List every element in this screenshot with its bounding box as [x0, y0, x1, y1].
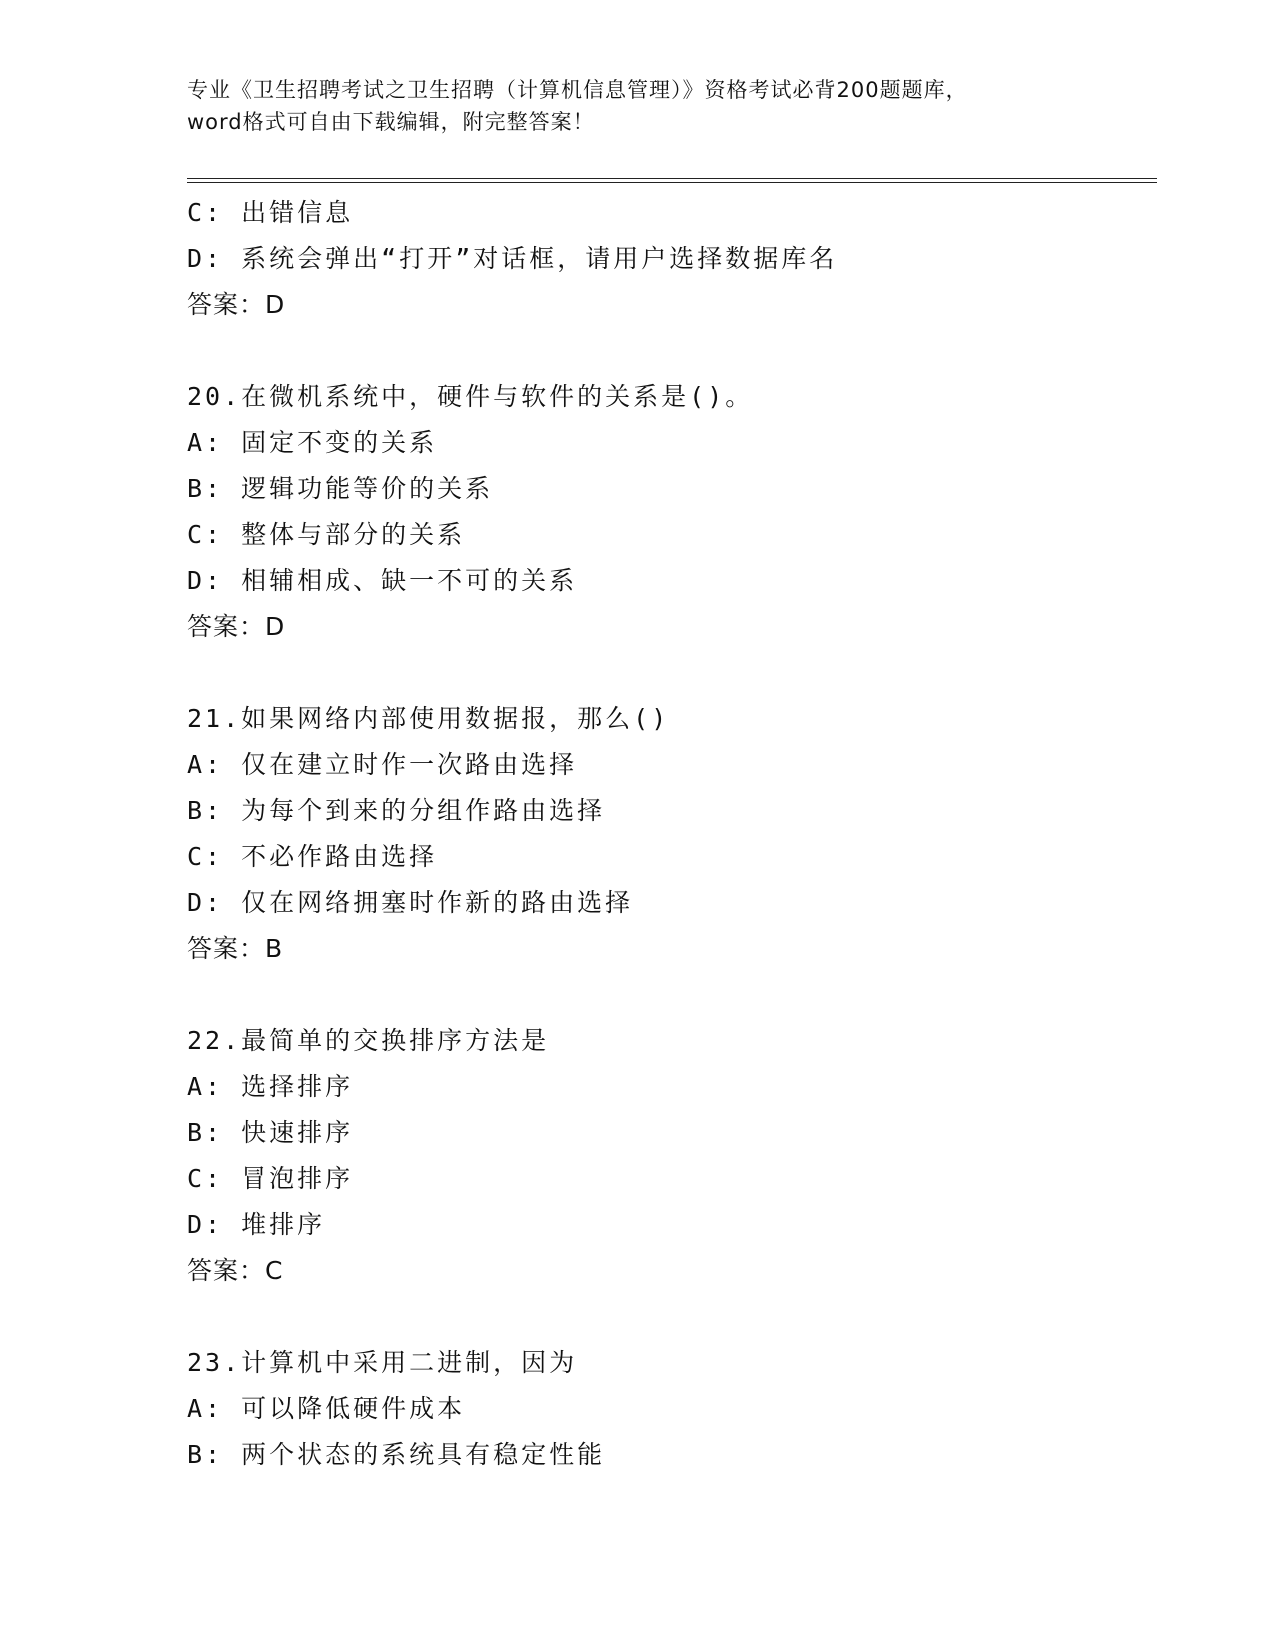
option-c: C: 不必作路由选择: [187, 842, 438, 871]
option-b: B: 两个状态的系统具有稳定性能: [187, 1440, 606, 1469]
header-line-2: word格式可自由下载编辑，附完整答案！: [187, 110, 595, 134]
question-block-23: [187, 1340, 1147, 1478]
answer-line: 答案：B: [187, 934, 284, 963]
option-a: A: 可以降低硬件成本: [187, 1394, 466, 1423]
header-line-1: 专业《卫生招聘考试之卫生招聘（计算机信息管理）》资格考试必背200题题库，: [187, 78, 968, 102]
document-header: [187, 74, 1087, 138]
option-b: B: 快速排序: [187, 1118, 354, 1147]
option-a: A: 选择排序: [187, 1072, 354, 1101]
question-block-prev: [187, 190, 1147, 328]
header-divider-bottom: [187, 182, 1157, 183]
answer-line: 答案：D: [187, 612, 286, 641]
question-stem: 22.最简单的交换排序方法是: [187, 1026, 550, 1055]
option-d: D: 系统会弹出“打开”对话框，请用户选择数据库名: [187, 244, 838, 273]
question-stem: 20.在微机系统中，硬件与软件的关系是()。: [187, 382, 754, 411]
question-block-20: [187, 374, 1147, 650]
option-c: C: 整体与部分的关系: [187, 520, 466, 549]
question-stem: 21.如果网络内部使用数据报，那么(): [187, 704, 670, 733]
question-block-21: [187, 696, 1147, 972]
answer-line: 答案：C: [187, 1256, 284, 1285]
header-divider-top: [187, 178, 1157, 179]
spacer: [187, 1294, 1147, 1340]
option-d: D: 仅在网络拥塞时作新的路由选择: [187, 888, 634, 917]
option-d: D: 堆排序: [187, 1210, 326, 1239]
option-d: D: 相辅相成、缺一不可的关系: [187, 566, 578, 595]
option-c: C: 出错信息: [187, 198, 354, 227]
spacer: [187, 650, 1147, 696]
option-a: A: 仅在建立时作一次路由选择: [187, 750, 578, 779]
question-block-22: [187, 1018, 1147, 1294]
answer-line: 答案：D: [187, 290, 286, 319]
option-a: A: 固定不变的关系: [187, 428, 438, 457]
option-c: C: 冒泡排序: [187, 1164, 354, 1193]
question-list: [187, 190, 1147, 1478]
option-b: B: 逻辑功能等价的关系: [187, 474, 494, 503]
question-stem: 23.计算机中采用二进制，因为: [187, 1348, 578, 1377]
spacer: [187, 328, 1147, 374]
spacer: [187, 972, 1147, 1018]
option-b: B: 为每个到来的分组作路由选择: [187, 796, 606, 825]
